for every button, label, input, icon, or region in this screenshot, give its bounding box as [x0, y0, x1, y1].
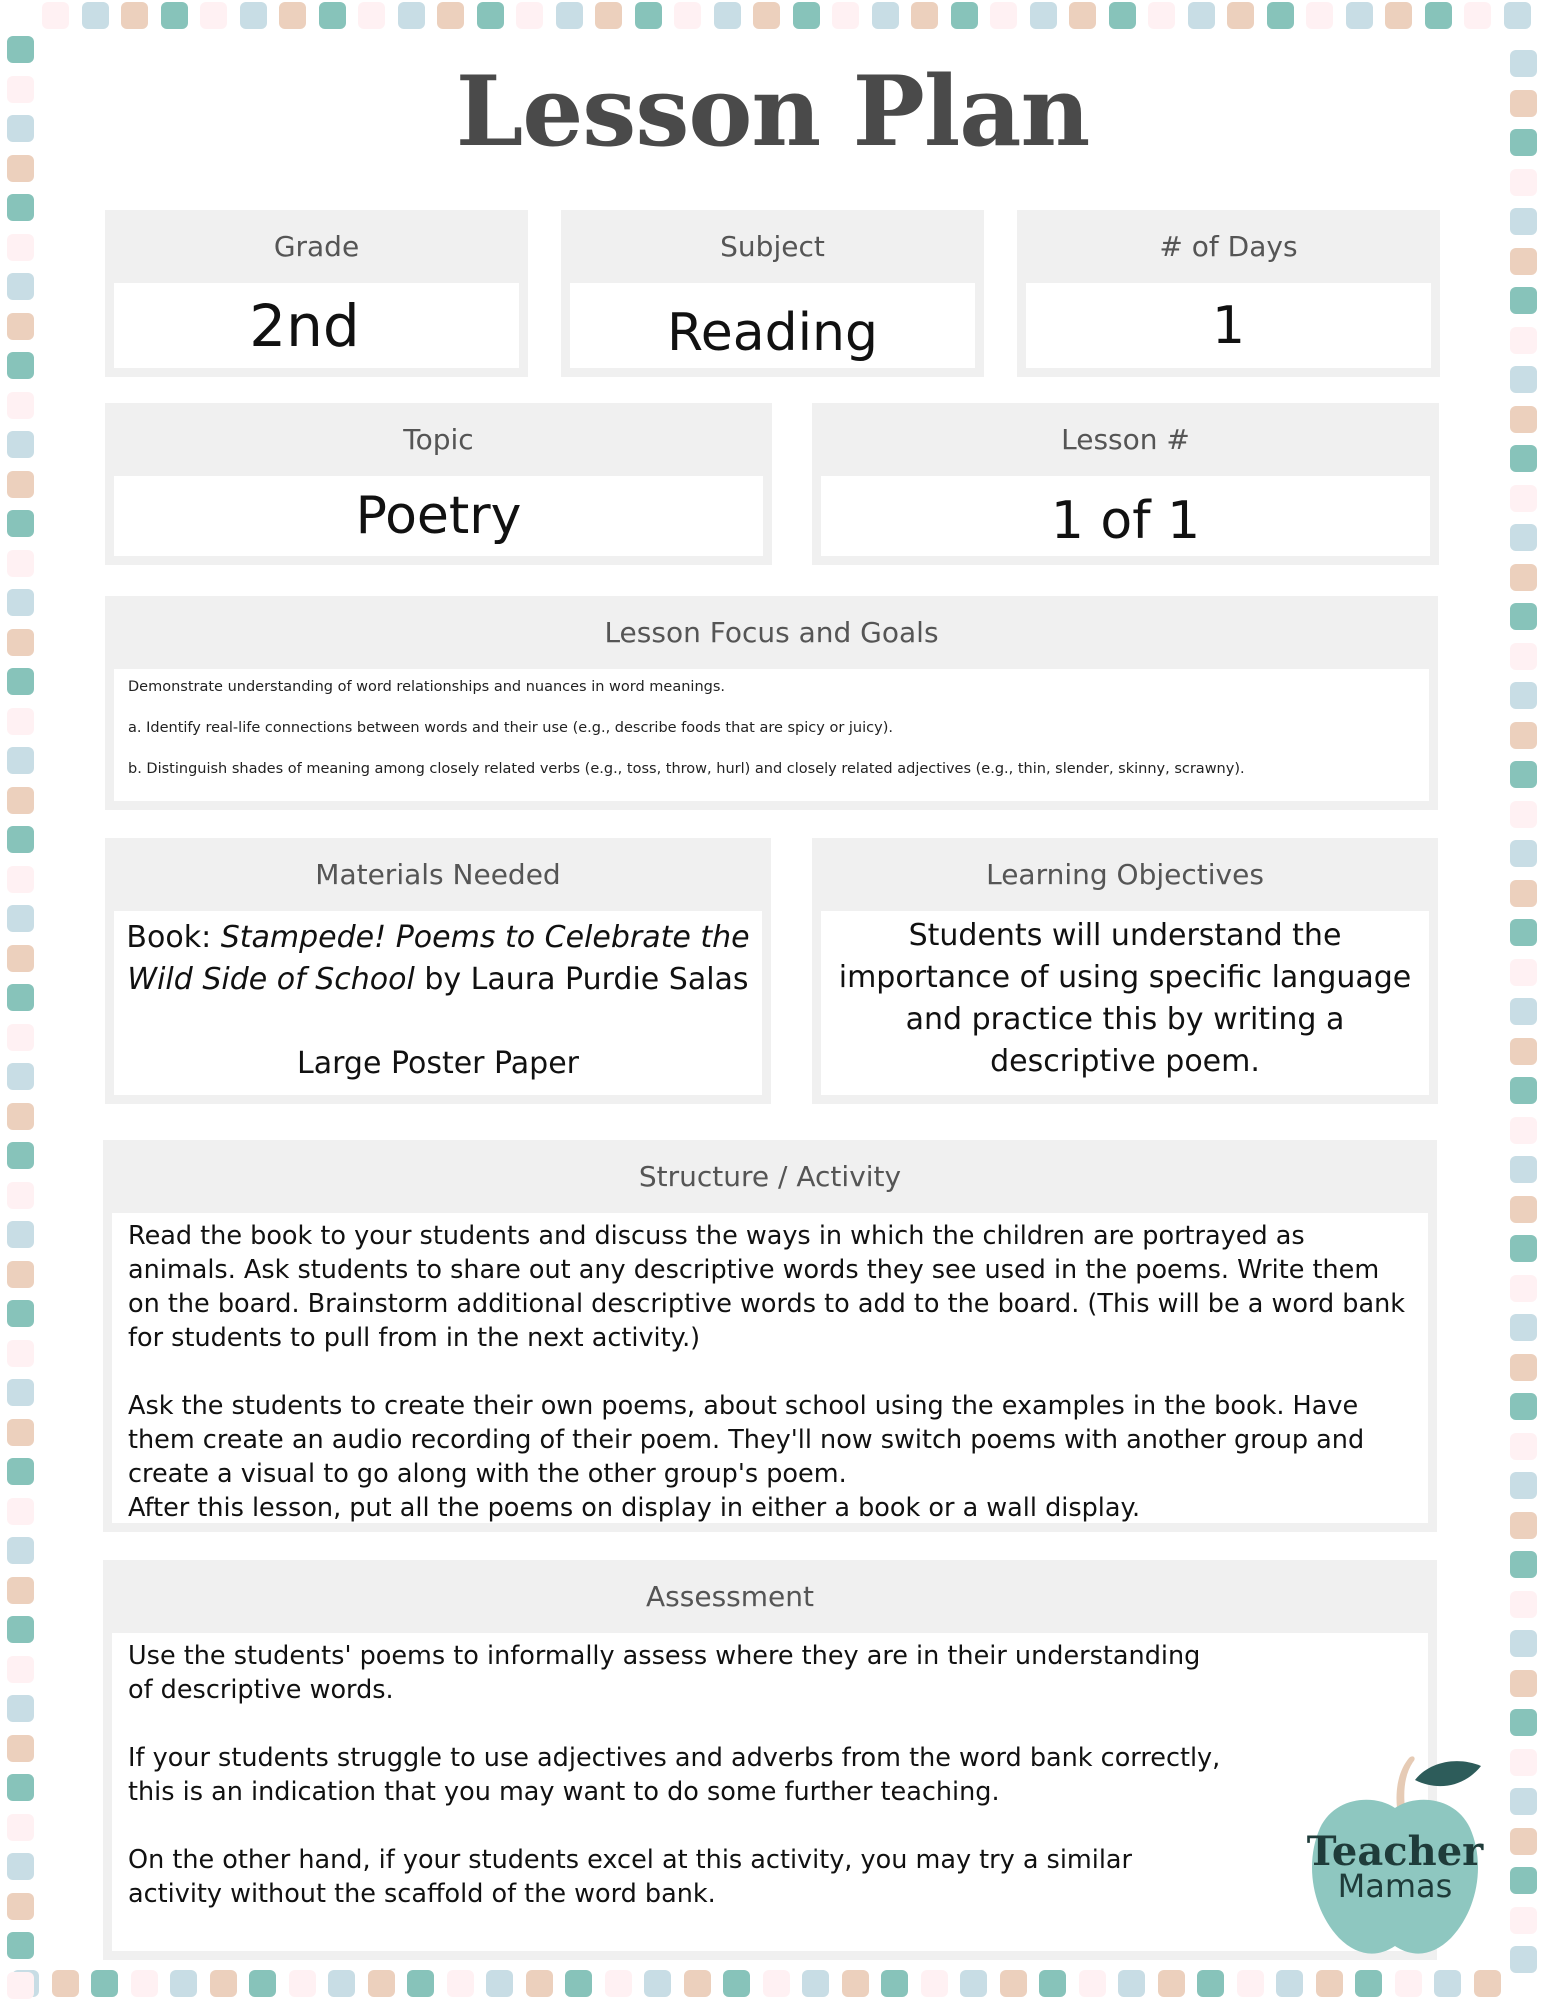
objectives-box: [812, 838, 1438, 1104]
focus-line: a. Identify real-life connections between words and their use (e.g., describe foods that are spicy or juicy).: [128, 720, 893, 736]
border-dot: [1510, 1117, 1537, 1144]
focus-line: b. Distinguish shades of meaning among closely related verbs (e.g., toss, throw, hurl) and closely related adjectives (e.g., thin, slender, skinny, scrawny).: [128, 761, 1245, 777]
border-dot: [1510, 998, 1537, 1025]
border-dot: [7, 1972, 34, 1999]
border-dot: [7, 234, 34, 261]
topic-box: [105, 403, 772, 565]
border-dot: [7, 1379, 34, 1406]
border-dot: [556, 2, 583, 29]
assessment-label: Assessment: [646, 1580, 814, 1613]
border-dot: [42, 2, 69, 29]
border-dot: [7, 431, 34, 458]
border-dot: [595, 2, 622, 29]
border-dot: [1109, 2, 1136, 29]
border-dot: [447, 1970, 474, 1997]
grade-label: Grade: [273, 230, 360, 263]
structure-content: [112, 1213, 1428, 1523]
border-dot: [437, 2, 464, 29]
border-dot: [1510, 485, 1537, 512]
border-dot: [170, 1970, 197, 1997]
border-dot: [1510, 1828, 1537, 1855]
border-dot: [1030, 2, 1057, 29]
book-prefix: Book:: [126, 920, 221, 955]
border-dot: [1039, 1970, 1066, 1997]
objectives-text: Students will understand the importance of using specific language and practice this by writing a descriptive poem.: [838, 918, 1412, 1079]
border-dot: [1346, 2, 1373, 29]
apple-logo: [1305, 1738, 1485, 1960]
border-dot: [82, 2, 109, 29]
border-dot: [7, 1656, 34, 1683]
border-dot: [1267, 2, 1294, 29]
border-dot: [398, 2, 425, 29]
border-dot: [7, 1577, 34, 1604]
border-dot: [1510, 248, 1537, 275]
border-dot: [763, 1970, 790, 1997]
lesson-number-box: [812, 403, 1439, 565]
focus-label: Lesson Focus and Goals: [604, 616, 939, 649]
border-dot: [7, 510, 34, 537]
assessment-box: [103, 1560, 1437, 1960]
border-dot: [1510, 880, 1537, 907]
border-dot: [1510, 445, 1537, 472]
days-value: 1: [1211, 295, 1246, 356]
border-dot: [1306, 2, 1333, 29]
border-dot: [91, 1970, 118, 1997]
border-dot: [7, 1142, 34, 1169]
structure-box: [103, 1140, 1437, 1532]
page-title: Lesson Plan: [455, 55, 1090, 168]
days-label: # of Days: [1159, 230, 1298, 263]
border-dot: [1510, 761, 1537, 788]
border-dot: [1510, 564, 1537, 591]
border-dot: [486, 1970, 513, 1997]
border-dot: [516, 2, 543, 29]
border-dot: [960, 1970, 987, 1997]
border-dot: [7, 471, 34, 498]
border-dot: [1510, 366, 1537, 393]
border-dot: [407, 1970, 434, 1997]
border-dot: [7, 1932, 34, 1959]
border-dot: [1510, 1354, 1537, 1381]
topic-value: Poetry: [355, 486, 522, 546]
objectives-label: Learning Objectives: [986, 858, 1264, 891]
border-dot: [753, 2, 780, 29]
border-dot: [1510, 1551, 1537, 1578]
materials-content: [114, 911, 762, 1095]
border-dot: [7, 668, 34, 695]
border-dot: [1510, 1433, 1537, 1460]
border-dot: [1197, 1970, 1224, 1997]
border-dot: [1510, 327, 1537, 354]
grade-box: [105, 210, 528, 377]
border-dot: [7, 1221, 34, 1248]
border-dot: [1510, 1591, 1537, 1618]
border-dot: [1188, 2, 1215, 29]
border-dot: [7, 1182, 34, 1209]
border-dot: [1510, 722, 1537, 749]
focus-content: [114, 669, 1429, 801]
border-dot: [605, 1970, 632, 1997]
materials-book: [122, 917, 754, 1001]
border-dot: [161, 2, 188, 29]
border-dot: [7, 866, 34, 893]
border-dot: [793, 2, 820, 29]
border-dot: [7, 1419, 34, 1446]
border-dot: [7, 273, 34, 300]
border-dot: [1510, 919, 1537, 946]
border-dot: [121, 2, 148, 29]
days-field: [1026, 283, 1431, 368]
border-dot: [1237, 1970, 1264, 1997]
border-dot: [1158, 1970, 1185, 1997]
border-dot: [526, 1970, 553, 1997]
border-dot: [7, 1340, 34, 1367]
border-dot: [477, 2, 504, 29]
border-dot: [921, 1970, 948, 1997]
border-dot: [7, 1774, 34, 1801]
border-dot: [7, 1458, 34, 1485]
border-dot: [7, 905, 34, 932]
grade-value: 2nd: [249, 291, 360, 360]
decorative-border-left: [5, 0, 37, 2000]
border-dot: [52, 1970, 79, 1997]
border-dot: [1316, 1970, 1343, 1997]
border-dot: [1510, 1156, 1537, 1183]
border-dot: [358, 2, 385, 29]
assessment-paragraph: If your students struggle to use adjectives and adverbs from the word bank correctly, this is an indication that you may want to do some further teaching.: [128, 1743, 1221, 1807]
border-dot: [1148, 2, 1175, 29]
border-dot: [7, 1261, 34, 1288]
border-dot: [832, 2, 859, 29]
border-dot: [1510, 1235, 1537, 1262]
border-dot: [1510, 603, 1537, 630]
border-dot: [7, 1814, 34, 1841]
border-dot: [1118, 1970, 1145, 1997]
border-dot: [1510, 1472, 1537, 1499]
border-dot: [1069, 2, 1096, 29]
logo-text-teacher: Teacher: [1306, 1828, 1484, 1875]
border-dot: [7, 194, 34, 221]
border-dot: [7, 1024, 34, 1051]
border-dot: [674, 2, 701, 29]
border-dot: [7, 945, 34, 972]
border-dot: [7, 1537, 34, 1564]
border-dot: [7, 747, 34, 774]
structure-paragraph: Ask the students to create their own poems, about school using the examples in the book. Have them create an audio recording of their poem. They'll now switch poems with another group and create a visual to go along with the other group's poem.: [128, 1391, 1365, 1489]
border-dot: [1474, 1970, 1501, 1997]
subject-box: [561, 210, 984, 377]
border-dot: [7, 550, 34, 577]
border-dot: [1510, 287, 1537, 314]
border-dot: [911, 2, 938, 29]
border-dot: [368, 1970, 395, 1997]
border-dot: [1510, 1512, 1537, 1539]
book-author: by Laura Purdie Salas: [414, 962, 749, 997]
border-dot: [1510, 1946, 1537, 1973]
border-dot: [7, 313, 34, 340]
border-dot: [644, 1970, 671, 1997]
materials-box: [105, 838, 771, 1104]
assessment-paragraph: On the other hand, if your students excel at this activity, you may try a similar activity without the scaffold of the word bank.: [128, 1845, 1133, 1909]
structure-paragraph: After this lesson, put all the poems on display in either a book or a wall display.: [128, 1493, 1141, 1523]
border-dot: [7, 392, 34, 419]
border-dot: [279, 2, 306, 29]
lesson-number-value: 1 of 1: [1050, 491, 1201, 551]
border-dot: [210, 1970, 237, 1997]
border-dot: [1510, 682, 1537, 709]
border-dot: [565, 1970, 592, 1997]
border-dot: [1510, 1630, 1537, 1657]
border-dot: [1079, 1970, 1106, 1997]
border-dot: [1510, 1393, 1537, 1420]
days-box: [1017, 210, 1440, 377]
border-dot: [1464, 2, 1491, 29]
materials-item: Large Poster Paper: [297, 1046, 579, 1081]
border-dot: [1510, 1907, 1537, 1934]
border-dot: [1510, 643, 1537, 670]
focus-line: Demonstrate understanding of word relationships and nuances in word meanings.: [128, 679, 726, 695]
border-dot: [714, 2, 741, 29]
border-dot: [240, 2, 267, 29]
grade-field: [114, 283, 519, 368]
border-dot: [7, 984, 34, 1011]
border-dot: [1510, 959, 1537, 986]
border-dot: [802, 1970, 829, 1997]
structure-paragraph: Read the book to your students and discuss the ways in which the children are portrayed as animals. Ask students to share out any descriptive words they see used in the poems. Write them on the board. Brainstorm additional descriptive words to add to the board. (This will be a word bank for students to pull from in the next activity.): [128, 1221, 1406, 1353]
border-dot: [1510, 1670, 1537, 1697]
decorative-border-top: [0, 0, 1545, 32]
border-dot: [1000, 1970, 1027, 1997]
border-dot: [1227, 2, 1254, 29]
objectives-content: [821, 911, 1429, 1095]
border-dot: [7, 1893, 34, 1920]
subject-label: Subject: [720, 230, 825, 263]
border-dot: [7, 1616, 34, 1643]
book-title: Stampede! Poems to Celebrate the Wild Side of School: [127, 920, 750, 997]
border-dot: [1510, 801, 1537, 828]
border-dot: [1510, 1709, 1537, 1736]
assessment-content: [112, 1633, 1428, 1951]
border-dot: [990, 2, 1017, 29]
border-dot: [951, 2, 978, 29]
logo-text-mamas: Mamas: [1337, 1867, 1453, 1905]
border-dot: [7, 708, 34, 735]
border-dot: [7, 787, 34, 814]
materials-label: Materials Needed: [315, 858, 561, 891]
border-dot: [7, 1735, 34, 1762]
border-dot: [1510, 1788, 1537, 1815]
border-dot: [1510, 524, 1537, 551]
border-dot: [7, 352, 34, 379]
border-dot: [328, 1970, 355, 1997]
border-dot: [842, 1970, 869, 1997]
border-dot: [319, 2, 346, 29]
border-dot: [684, 1970, 711, 1997]
structure-label: Structure / Activity: [638, 1160, 902, 1193]
decorative-border-bottom: [0, 1968, 1545, 2000]
subject-field: [570, 283, 975, 368]
decorative-border-right: [1508, 0, 1540, 2000]
border-dot: [635, 2, 662, 29]
border-dot: [1510, 1077, 1537, 1104]
border-dot: [1510, 169, 1537, 196]
border-dot: [1510, 1867, 1537, 1894]
border-dot: [1510, 208, 1537, 235]
border-dot: [1510, 1275, 1537, 1302]
border-dot: [1510, 1749, 1537, 1776]
border-dot: [7, 1695, 34, 1722]
border-dot: [7, 1300, 34, 1327]
border-dot: [881, 1970, 908, 1997]
border-dot: [1510, 1314, 1537, 1341]
border-dot: [1510, 406, 1537, 433]
border-dot: [7, 1063, 34, 1090]
subject-value: Reading: [666, 302, 879, 363]
border-dot: [200, 2, 227, 29]
lesson-number-label: Lesson #: [1061, 423, 1190, 456]
border-dot: [1510, 840, 1537, 867]
border-dot: [7, 826, 34, 853]
border-dot: [1510, 1038, 1537, 1065]
focus-box: [105, 596, 1438, 810]
border-dot: [1385, 2, 1412, 29]
border-dot: [7, 589, 34, 616]
apple-stem: [1397, 1756, 1415, 1808]
border-dot: [7, 1498, 34, 1525]
topic-field: [114, 476, 763, 556]
border-dot: [7, 1853, 34, 1880]
border-dot: [1276, 1970, 1303, 1997]
border-dot: [723, 1970, 750, 1997]
border-dot: [872, 2, 899, 29]
apple-leaf: [1415, 1761, 1481, 1786]
border-dot: [7, 629, 34, 656]
border-dot: [249, 1970, 276, 1997]
border-dot: [1434, 1970, 1461, 1997]
border-dot: [289, 1970, 316, 1997]
topic-label: Topic: [403, 423, 474, 456]
border-dot: [7, 1103, 34, 1130]
border-dot: [1395, 1970, 1422, 1997]
border-dot: [1425, 2, 1452, 29]
border-dot: [1355, 1970, 1382, 1997]
assessment-paragraph: Use the students' poems to informally assess where they are in their understanding of descriptive words.: [128, 1641, 1201, 1705]
border-dot: [131, 1970, 158, 1997]
border-dot: [1510, 1196, 1537, 1223]
lesson-number-field: [821, 476, 1430, 556]
